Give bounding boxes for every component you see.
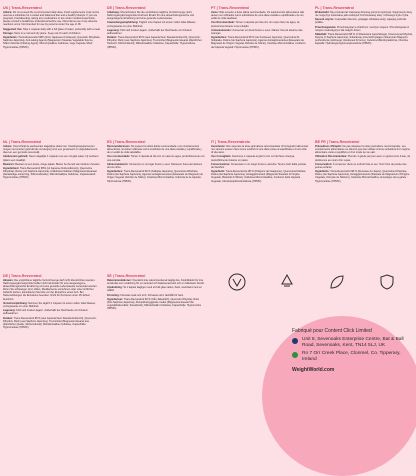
section-text: Trans-Resveratrol 98 % (de Knotweed Japonês), Quercetina Di-hidratada, Rutina (de Saphora Japonica), Agentes Antiaglomerantes (Estearato de Magnésio de Origem Vegetal, Dióxido de Silício), Celulose Microcristalina, Invólucro da Cápsula Vegetal: Hipromelose (HPMC).: [211, 36, 306, 49]
section-label: Lagerung:: [3, 309, 16, 313]
section-text: Nehmen Sie täglich 1 Kapsel mit einem vollen Glas Wasser, vorzugsweise zu einer Mahlzeit.: [3, 301, 96, 308]
vegan-icon: [227, 272, 247, 292]
panel-title: SE | Trans-Resveratrol: [107, 274, 146, 278]
panel-section: [107, 294, 205, 297]
panel-section: [315, 145, 413, 154]
uk-flag-icon: [292, 338, 298, 344]
language-panel: [208, 140, 312, 184]
panel-section: [3, 36, 101, 48]
section-text: Trans-Resveratrol 98 % (Fallopia Japonica), Quercetina Dihidrato, Rutina (de Saphora Japonica), Agentes antiaglomerantes (Estearato de Magnesio de Origen Vegetal, Dióxido de Silicio), Celulosa Microcristalina, Cubierta de la cápsula: Hipromelosa (HPMC).: [107, 170, 203, 183]
section-text: Conservar em local fresco e seco. Manter fora do alcance das crianças.: [211, 28, 303, 35]
section-text: Conservar en un lugar fresco y seco. Mantener fuera del alcance de los niños.: [107, 162, 203, 169]
panel-section: [107, 11, 205, 20]
section-text: Trans-Resvératrol 98 % (Renouée du Japon), Quercétine Dihydrate, Rutine (de Saphora Japonica), Antiagglomérants (Stéarate de Magnésium d'Origine Végétale, Dioxyde de Silicium), Cellulose Microcristalline, Enveloppe de la gélule : Hypromellose (HPMC).: [315, 170, 410, 183]
section-label: Bewaren:: [3, 162, 15, 166]
panel-section: [107, 298, 205, 310]
address-ie: [292, 351, 412, 363]
panel-section: [211, 29, 309, 35]
section-text: Kühl und trocken lagern. Außerhalb der Reichweite von Kindern aufbewahren.: [3, 309, 88, 316]
panel-section: [3, 145, 101, 154]
section-label: Wskazówki:: [315, 11, 330, 14]
section-label: Aviso:: [211, 11, 219, 14]
section-text: Store in a cool and dry place. Keep out of reach of children.: [14, 31, 82, 35]
section-label: Hinweis:: [3, 279, 14, 282]
section-label: Ingredients:: [3, 36, 18, 40]
panel-section: [211, 163, 309, 169]
panel-section: [211, 11, 309, 20]
language-panel: [0, 6, 104, 50]
section-text: Trans-Resweratrol 98 % (z Rdestowca Japońskiego), Kwercetyna Dihydrat, Rutyna (z Saphora Japonica), Substancje przeciwzbrylające (Stearynian Magnezu pochodzenia roślinnego, Dwutlenek Krzemu), Celuloza Mikrokrystaliczna, Otoczka kapsułki: Hydroksypropylometyloceluloza (HPMC).: [315, 33, 413, 46]
section-label: Förvaring:: [107, 293, 120, 297]
section-label: Ingredientes:: [107, 170, 123, 174]
panel-section: [107, 21, 205, 27]
certification-icons: [212, 272, 412, 292]
panel-row-3: [0, 274, 208, 330]
section-label: Ingredientes:: [211, 36, 227, 40]
panel-section: [315, 163, 413, 169]
address-uk: [292, 337, 412, 349]
section-text: Take 1 capsule daily with a full glass of water, preferably with a meal.: [22, 27, 101, 31]
panel-section: [3, 279, 101, 301]
section-text: No superar la dosis diaria recomendada. Los complementos alimenticios no deben utilizarse como sustitutos de una dieta variada y equilibrada y de un estilo de vida saludable.: [107, 145, 202, 155]
section-label: Sposób użycia:: [315, 18, 334, 22]
section-label: Avvertenze:: [211, 145, 226, 148]
language-panel: [104, 6, 208, 50]
panel-row-1: [0, 6, 416, 50]
panel-row-2: [0, 140, 416, 184]
address-ie-text: Ro 7 Orr Creek Place, Clonmel, Co. Tipperary, Ireland: [302, 350, 401, 363]
section-label: Anwendungsempfehlung:: [107, 21, 139, 25]
section-label: Aanbevolen gebruik:: [3, 155, 29, 159]
section-text: Förvaras svalt och torrt. Förvaras utom räckhåll för barn.: [120, 293, 184, 297]
section-text: Kühl und trocken lagern. Außerhalb der Reichweite von Kindern aufbewahren.: [107, 28, 192, 35]
section-label: Anleitung:: [107, 11, 120, 14]
panel-section: [3, 28, 101, 31]
panel-title: PL | Trans-Resweratrol: [315, 6, 354, 10]
section-text: Tomar 1 cápsula al día con un vaso de agua, preferiblemente con una comida.: [107, 155, 205, 162]
section-text: Conservare in un luogo fresco e asciutto. Tenere fuori dalla portata dei bambini.: [211, 162, 306, 169]
section-text: Trans-Resveratrol 98% (uit Japanse Duizendknoop), Quercetine Dihydraat, Rutine (uit Saphora Japonica), Antiklontermiddelen (Magnesiumstearaat plantaardige oorsprong, Siliciumdioxide), Microkristallijne Cellulose, Capsulewand: Hypromellose (HPMC).: [3, 167, 97, 180]
recycle-icon: [277, 272, 297, 292]
section-label: Rekommendationer:: [107, 279, 132, 282]
panel-section: [3, 155, 101, 161]
panel-section: [211, 170, 309, 182]
panel-section: [3, 32, 101, 35]
section-text: Não exceder a dose diária recomendada. Os suplementos alimentares não devem ser utilizados como substitutos de uma dieta variada e equilibrada e de um estilo de vida saudável.: [211, 11, 305, 21]
panel-section: [315, 18, 413, 24]
panel-section: [315, 11, 413, 17]
panel-section: [107, 36, 205, 48]
panel-section: [211, 145, 309, 154]
section-text: Die empfohlene tägliche Verzehrmenge darf nicht überschritten werden. Nahrungsergänzungsmittel sollten nicht als Ersatz für eine ausgewogene, abwechslungsreiche Ernährung und eine gesunde Lebensweise verwendet werden. Wenn Sie schwanger sind, stillen, Medikamente einnehmen oder unter ärztlicher Aufsicht stehen, konsultieren Sie bitte vor der Einnahme einen Arzt. Bei Nebenwirkungen die Einnahme beenden. Nicht für Personen unter 18 Jahren bestimmt.: [3, 279, 98, 301]
section-label: Ingredienser:: [107, 298, 124, 302]
panel-section: [315, 170, 413, 182]
section-label: Przechowywanie:: [315, 25, 337, 29]
language-panel: [312, 6, 416, 50]
panel-title: IT | Trans-Resveratrolo: [211, 140, 250, 144]
language-panel: [104, 140, 208, 184]
section-text: Trans-Resveratrol 98 % (från Jättepilört), Quercetin Dihydrat, Rutin (från Saphora Japonica), Klumpförebyggande medel (Magnesiumstearat från vegetabiliska källor, Kiseldioxid), Mikrokristallin Cellulosa, Kapselhölje: Hypromellos (HPMC).: [107, 298, 201, 311]
section-text: Täglich eine Kapsel mit einem vollen Glas Wasser, vorzugsweise zu einer Mahlzeit.: [107, 21, 197, 28]
section-label: Suggested Use:: [3, 27, 23, 31]
section-label: Advice:: [3, 11, 13, 14]
section-text: Assumere 1 capsula al giorno con un bicchiere d'acqua, preferibilmente durante un pasto.: [211, 155, 295, 162]
section-text: Neem dagelijks 1 capsule met een vol glas water, bij voorkeur tijdens een maaltijd.: [3, 155, 99, 162]
panel-title: BE FR | Trans-Resvératrol: [315, 140, 360, 144]
section-label: Användning:: [107, 286, 123, 290]
section-label: Advies:: [3, 145, 13, 148]
language-panel: [312, 140, 416, 184]
section-label: Armazenamento:: [211, 28, 232, 32]
section-text: Ne pas dépasser la dose journalière recommandée. Les compléments alimentaires ne doivent pas être utilisés comme substituts d'un régime alimentaire varié et équilibré et d'un mode de vie sain.: [315, 145, 410, 155]
section-text: Trans-Resveratrol 98% (from Japanese Knotweed), Quercetin Dihydrate, Saphora Japonica), Anti-caking Agents (Magnesium Stearate Vegetable Source, Silicon Dioxide (Flowing Agent), Microcrystalline Cellulose, Vege Capsule Shell: Hypromellose (HPMC).: [3, 36, 101, 49]
panel-section: [315, 33, 413, 45]
section-text: Bewaar op een koele, droge plaats. Buiten het bereik van kinderen houden.: [15, 162, 101, 166]
panel-section: [315, 155, 413, 161]
panel-section: [107, 29, 205, 35]
section-text: Ta 1 kapsel dagligen med ett fullt glas vatten, helst i samband med en måltid.: [107, 286, 202, 293]
panel-title: UK | Trans-Resveratrol: [3, 6, 42, 10]
section-label: Uso recomendado:: [107, 155, 131, 159]
section-text: Trans-Resveratrol 98 % (aus Japanischem Staudenknöterich), Quercetin-Dihydrat, Rutin (aus Saphora Japonica), Trennmittel (Magnesiumstearat aus pflanzlicher Quelle, Siliciumdioxid), Mikrokristalline Cellulose, Kapselhülle: Hypromellose (HPMC).: [3, 316, 97, 329]
language-panel: [0, 274, 104, 330]
panel-section: [107, 279, 205, 285]
panel-section: [3, 163, 101, 166]
section-text: Trans-Resveratrol 98 % (aus Japanischem Staudenknöterich), Quercetin-Dihydrat, Rutin (aus Saphora Japonica), Trennmittel (Magnesiumstearat pflanzlicher Herkunft, Siliziumdioxid), Mikrokristalline Cellulose, Kapselhülle: Hypromellose (HPMC).: [107, 36, 202, 49]
address-uk-text: Unit 8, Sevenoaks Enterprise Centre, Bat & Ball Road, Sevenoaks, Kent, TN14 5LJ, UK: [302, 336, 404, 348]
leaf-icon: [327, 272, 347, 292]
panel-section: [107, 170, 205, 182]
panel-section: [107, 155, 205, 161]
panel-section: [211, 21, 309, 27]
manufacturer-heading: Fabriqué pour Content Click Limited: [292, 328, 372, 334]
section-text: Överskrid inte rekommenderad daglig dos. Kosttillskott bör inte användas som ersättning för en varierad och balanserad kost och en hälsosam livsstil.: [107, 279, 205, 286]
section-text: Nie przekraczać zalecanej dziennej porcji do spożycia. Suplementy diety nie mogą być stosowane jako substytut zróżnicowanej diety i zdrowego trybu życia.: [315, 11, 412, 18]
section-label: Recomendaciones:: [107, 145, 131, 148]
section-label: Składniki:: [315, 33, 328, 37]
panel-section: [315, 26, 413, 32]
panel-title: ES | Trans-Resveratrol: [107, 140, 146, 144]
section-label: Verzehrempfehlung:: [3, 301, 28, 305]
panel-title: DE | Trans-Resveratrol: [107, 6, 146, 10]
section-text: Tomar 1 cápsula por dia com um copo cheio de água, de preferência durante uma refeição.: [211, 21, 300, 28]
section-label: Conservazione:: [211, 162, 230, 166]
section-label: Almacenamiento:: [107, 162, 129, 166]
panel-section: [107, 163, 205, 169]
section-label: Lagerung:: [107, 28, 120, 32]
shield-icon: [377, 272, 397, 292]
section-label: Zutaten:: [3, 316, 14, 320]
section-text: Überschreiten Sie die empfohlene tägliche Verzehrmenge nicht. Nahrungsergänzungsmittel sind kein Ersatz für eine abwechslungsreiche und ausgewogene Ernährung und eine gesunde Lebensweise.: [107, 11, 195, 21]
panel-section: [107, 286, 205, 292]
panel-section: [3, 167, 101, 179]
panel-section: [3, 317, 101, 329]
section-text: Overschrijd de aanbevolen dagelijkse dosis niet. Voedingssupplementen mogen niet worden gebruikt als vervanging voor een gevarieerd en uitgebalanceerd dieet en een gezonde levensstijl.: [3, 145, 98, 155]
section-text: À conserver dans un endroit frais et sec. Tenir hors de portée des jeunes enfants.: [315, 162, 407, 169]
section-label: Uso Recomendado:: [211, 21, 235, 25]
panel-section: [3, 11, 101, 26]
section-label: Utilisation Recommandée:: [315, 155, 347, 159]
section-label: Zutaten:: [107, 36, 118, 40]
language-panel: [208, 6, 312, 50]
panel-section: [211, 36, 309, 48]
panel-section: [107, 145, 205, 154]
section-label: Storage:: [3, 31, 14, 35]
panel-title: PT | Trans-Resveratrol: [211, 6, 250, 10]
section-label: Ingrédients:: [315, 170, 330, 174]
section-text: Do not exceed the recommended daily dose. Food supplements must not be used as a substitute for a varied and balanced diet and a healthy lifestyle. If you are pregnant, breastfeeding, taking any medications or are under medical supervision, please consult a healthcare professional before use. Discontinue use if any adverse reactions occur. Not intended for use by persons under the age of 18.: [3, 11, 100, 27]
section-label: Ingredienti:: [211, 170, 225, 174]
section-label: Précautions d'Emploi:: [315, 145, 342, 148]
section-label: Ingrediënten:: [3, 167, 20, 171]
section-text: Prendre 1 gélule par jour avec un grand verre d'eau, de préférence au cours d'un repas.: [315, 155, 411, 162]
section-text: Przechowywać w chłodnym i suchym miejscu. Przechowywać w miejscu niedostępnym dla małych dzieci.: [315, 25, 410, 32]
panel-section: [3, 309, 101, 315]
panel-section: [3, 302, 101, 308]
language-panel: [104, 274, 208, 330]
panel-title: DE | Trans-Resveratrol: [3, 274, 42, 278]
ie-flag-icon: [292, 352, 298, 358]
section-label: Uso Consigliato:: [211, 155, 232, 159]
manufacturer-info: [292, 328, 412, 374]
panel-section: [211, 155, 309, 161]
section-text: Trans-Resveratrolo 98 % (Poligono del Giappone), Quercetina Diidrato, Rutina (da Saphora Japonica), Antiagglomeranti (Magnesio Stearato di Origine Vegetale, Biossido di Silicio), Cellulosa Microcristallina, Involucro della Capsula Vegetale: Idrossipropilmetilcellulosa (HPMC).: [211, 170, 307, 183]
website[interactable]: WeightWorld.com: [292, 367, 335, 374]
panel-title: NL | Trans-Resveratrol: [3, 140, 42, 144]
language-panel: [0, 140, 104, 184]
section-text: 1 kapsułka dziennie, popijając szklanką wody, najlepiej podczas posiłku.: [315, 18, 407, 25]
section-label: Conservation:: [315, 162, 333, 166]
section-text: Non superare la dose giornaliera raccomandata. Gli integratori alimentari non devono essere intesi come sostituti di una dieta varia ed equilibrata e di uno stile di vita sano.: [211, 145, 309, 155]
